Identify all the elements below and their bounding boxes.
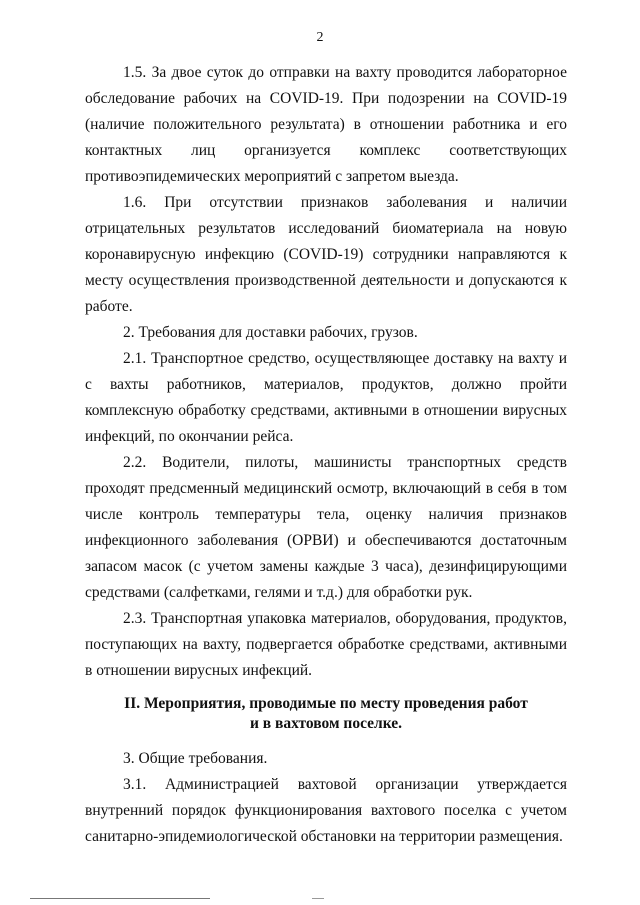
paragraph-2: 2. Требования для доставки рабочих, грузов. — [123, 324, 418, 341]
section-heading — [85, 694, 567, 734]
paragraph-2-2: 2.2. Водители, пилоты, машинисты транспортных средств проходят предсменный медицинский осмотр, включающий в себя в том числе контроль температуры тела, оценку наличия признаков инфекционного заболевания (ОРВИ) и обеспечиваются достаточным запасом масок (с учетом замены каждые 3 часа), дезинфицирующими средствами (салфетками, гелями и т.д.) для обработки рук. — [85, 454, 567, 601]
paragraph-3-1: 3.1. Администрацией вахтовой организации утверждается внутренний порядок функционирования вахтового поселка с учетом санитарно-эпидемиологической обстановки на территории размещения. — [85, 776, 567, 845]
section-heading-line1: II. Мероприятия, проводимые по месту проведения работ — [124, 695, 528, 712]
paragraph-2-1: 2.1. Транспортное средство, осуществляющее доставку на вахту и с вахты работников, материалов, продуктов, должно пройти комплексную обработку средствами, активными в отношении вирусных инфекций, по окончании рейса. — [85, 350, 567, 445]
paragraph-1-6: 1.6. При отсутствии признаков заболевания и наличии отрицательных результатов исследований биоматериала на новую коронавирусную инфекцию (COVID-19) сотрудники направляются к месту осуществления производственной деятельности и допускаются к работе. — [85, 194, 567, 315]
document-body — [85, 60, 567, 850]
section-heading-line2: и в вахтовом поселке. — [249, 715, 403, 732]
footer-mark — [312, 898, 324, 899]
paragraph-2-3: 2.3. Транспортная упаковка материалов, оборудования, продуктов, поступающих на вахту, подвергается обработке средствами, активными в отношении вирусных инфекций. — [85, 610, 567, 679]
page-number: 2 — [316, 30, 324, 45]
paragraph-3: 3. Общие требования. — [123, 750, 268, 767]
paragraph-1-5: 1.5. За двое суток до отправки на вахту проводится лабораторное обследование рабочих на COVID-19. При подозрении на COVID-19 (наличие положительного результата) в отношении работника и его контактных лиц организуется комплекс соответствующих противоэпидемических мероприятий с запретом выезда. — [85, 64, 567, 185]
footer-divider — [30, 898, 210, 899]
